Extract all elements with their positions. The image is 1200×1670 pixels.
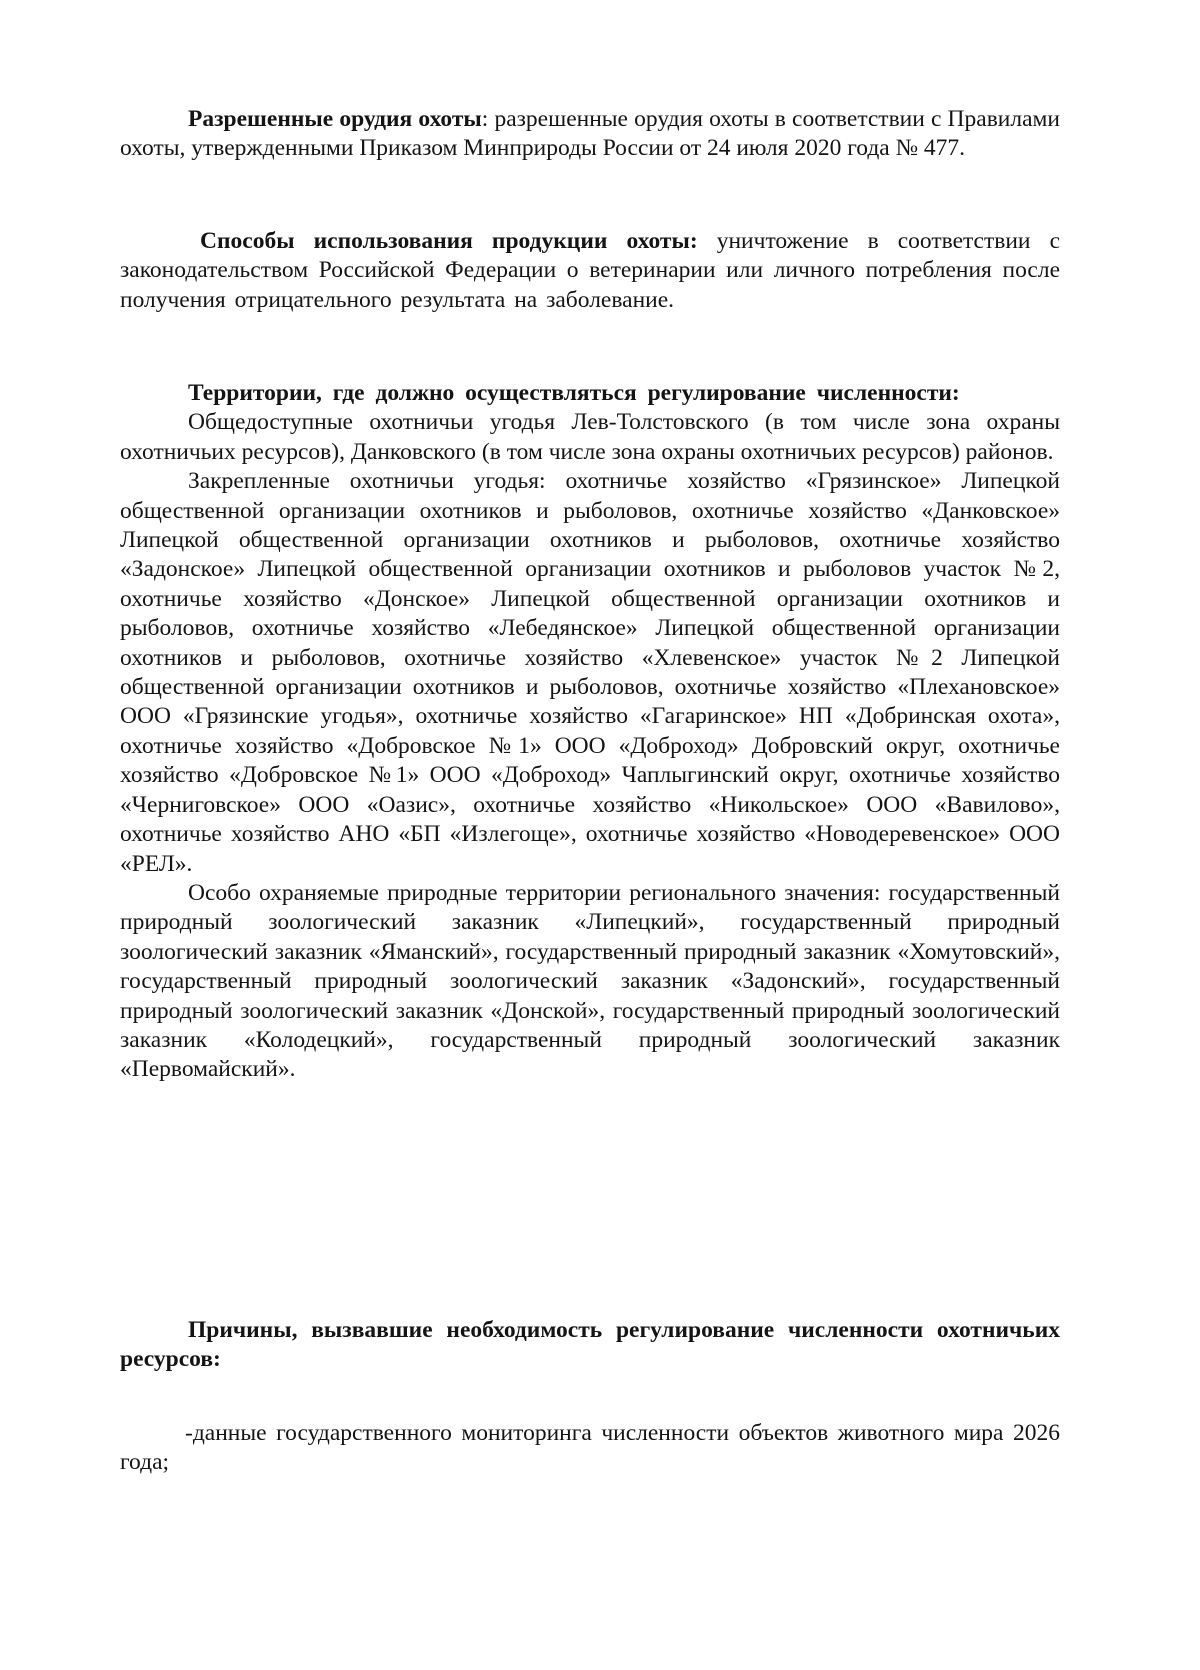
territories-assigned-grounds: Закрепленные охотничьи угодья: охотничье хозяйство «Грязинское» Липецкой общественной организации охотников и рыболовов, охотничье хозяйство «Данковское» Липецкой общественной организации охотников и рыболовов, охотничье хозяйство «Задонское» Липецкой общественной организации охотников и рыболовов участок №2, охотничье хозяйство «Донское» Липецкой общественной организации охотников и рыболовов, охотничье хозяйство «Лебедянское» Липецкой общественной организации охотников и рыболовов, охотничье хозяйство «Хлевенское» участок №2 Липецкой общественной организации охотников и рыболовов, охотничье хозяйство «Плехановское» ООО «Грязинские угодья», охотничье хозяйство «Гагаринское» НП «Добринская охота», охотничье хозяйство «Добровское №1» ООО «Доброход» Добровский округ, охотничье хозяйство «Добровское №1» ООО «Доброход» Чаплыгинский округ, охотничье хозяйство «Черниговское» ООО «Оазис», охотничье хозяйство «Никольское» ООО «Вавилово», охотничье хозяйство АНО «БП «Излегоще», охотничье хозяйство «Новодеревенское» ООО «РЕЛ».: [120, 468, 1060, 877]
usage-methods-text: уничтожение в соответствии с законодательством Российской Федерации о ветеринарии или личного потребления после получения отрицательного результата на заболевание.: [120, 228, 1060, 313]
section-usage-methods: [120, 227, 1060, 315]
usage-methods-paragraph: [120, 227, 1060, 315]
section-territories: [120, 379, 1060, 1085]
hunting-tools-paragraph: [120, 105, 1060, 164]
reasons-heading: Причины, вызвавшие необходимость регулирование численности охотничьих ресурсов:: [120, 1317, 1060, 1373]
hunting-tools-text: : разрешенные орудия охоты в соответствии с Правилами охоты, утвержденными Приказом Минприроды России от 24 июля 2020 года № 477.: [120, 106, 1060, 162]
territories-public-grounds: Общедоступные охотничьи угодья Лев-Толстовского (в том числе зона охраны охотничьих ресурсов), Данковского (в том числе зона охраны охотничьих ресурсов) районов.: [120, 409, 1060, 465]
territories-protected-areas: Особо охраняемые природные территории регионального значения: государственный природный зоологический заказник «Липецкий», государственный природный зоологический заказник «Яманский», государственный природный заказник «Хомутовский», государственный природный зоологический заказник «Задонский», государственный природный зоологический заказник «Донской», государственный природный зоологический заказник «Колодецкий», государственный природный зоологический заказник «Первомайский».: [120, 879, 1060, 1083]
monitoring-data-item: -данные государственного мониторинга численности объектов животного мира 2026 года;: [120, 1420, 1060, 1476]
section-monitoring-data: [120, 1419, 1060, 1478]
section-reasons: [120, 1316, 1060, 1375]
hunting-tools-label: Разрешенные орудия охоты: [188, 106, 482, 132]
territories-heading: Территории, где должно осуществляться регулирование численности:: [188, 380, 960, 406]
section-hunting-tools: [120, 105, 1060, 164]
usage-methods-label: Способы использования продукции охоты:: [200, 228, 698, 254]
